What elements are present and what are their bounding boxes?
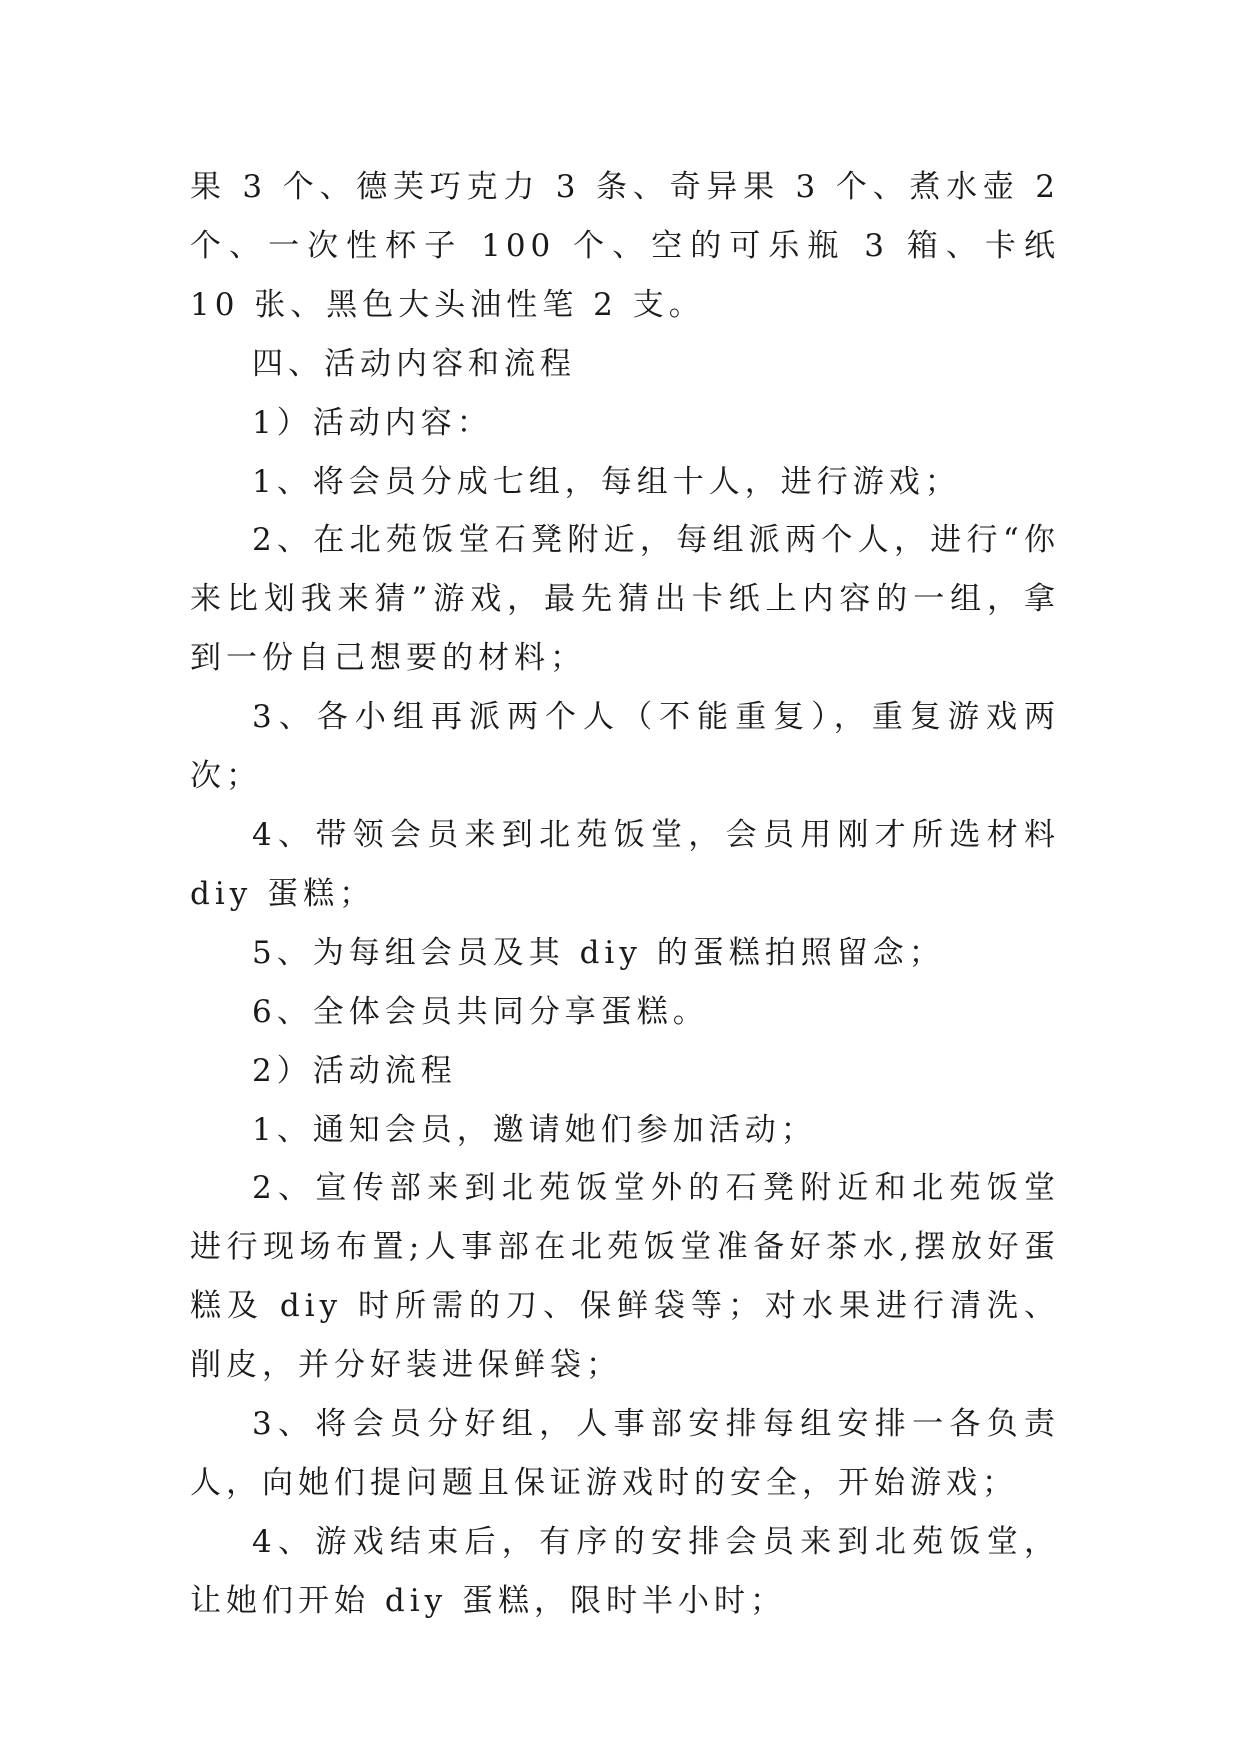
content-item-6: 6、全体会员共同分享蛋糕。 [252, 993, 709, 1030]
process-item-1: 1、通知会员，邀请她们参加活动； [252, 1111, 817, 1148]
paragraph-materials-continued: 果 3 个、德芙巧克力 3 条、奇异果 3 个、煮水壶 2 个、一次性杯子 100 个、空的可乐瓶 3 箱、卡纸 10 张、黑色大头油性笔 2 支。 [190, 169, 1060, 323]
content-item-2: 2、在北苑饭堂石凳附近，每组派两个人，进行“你来比划我来猜”游戏，最先猜出卡纸上内容的一组，拿到一份自己想要的材料； [190, 522, 1060, 677]
process-item-2: 2、宣传部来到北苑饭堂外的石凳附近和北苑饭堂进行现场布置;人事部在北苑饭堂准备好茶水,摆放好蛋糕及 diy 时所需的刀、保鲜袋等；对水果进行清洗、削皮，并分好装进保鲜袋； [190, 1170, 1060, 1384]
section-heading-activity: 四、活动内容和流程 [252, 345, 576, 382]
content-item-4: 4、带领会员来到北苑饭堂，会员用刚才所选材料 diy 蛋糕； [190, 816, 1060, 912]
process-item-4: 4、游戏结束后，有序的安排会员来到北苑饭堂，让她们开始 diy 蛋糕，限时半小时； [190, 1523, 1060, 1619]
content-item-1: 1、将会员分成七组，每组十人，进行游戏； [252, 463, 961, 500]
subheading-activity-process: 2）活动流程 [252, 1052, 457, 1089]
document-body [190, 158, 1060, 1631]
subheading-activity-content: 1）活动内容： [252, 404, 493, 441]
content-item-5: 5、为每组会员及其 diy 的蛋糕拍照留念； [252, 934, 945, 971]
content-item-3: 3、各小组再派两个人（不能重复），重复游戏两次； [190, 699, 1060, 795]
process-item-3: 3、将会员分好组，人事部安排每组安排一各负责人，向她们提问题且保证游戏时的安全，开始游戏； [190, 1406, 1060, 1501]
